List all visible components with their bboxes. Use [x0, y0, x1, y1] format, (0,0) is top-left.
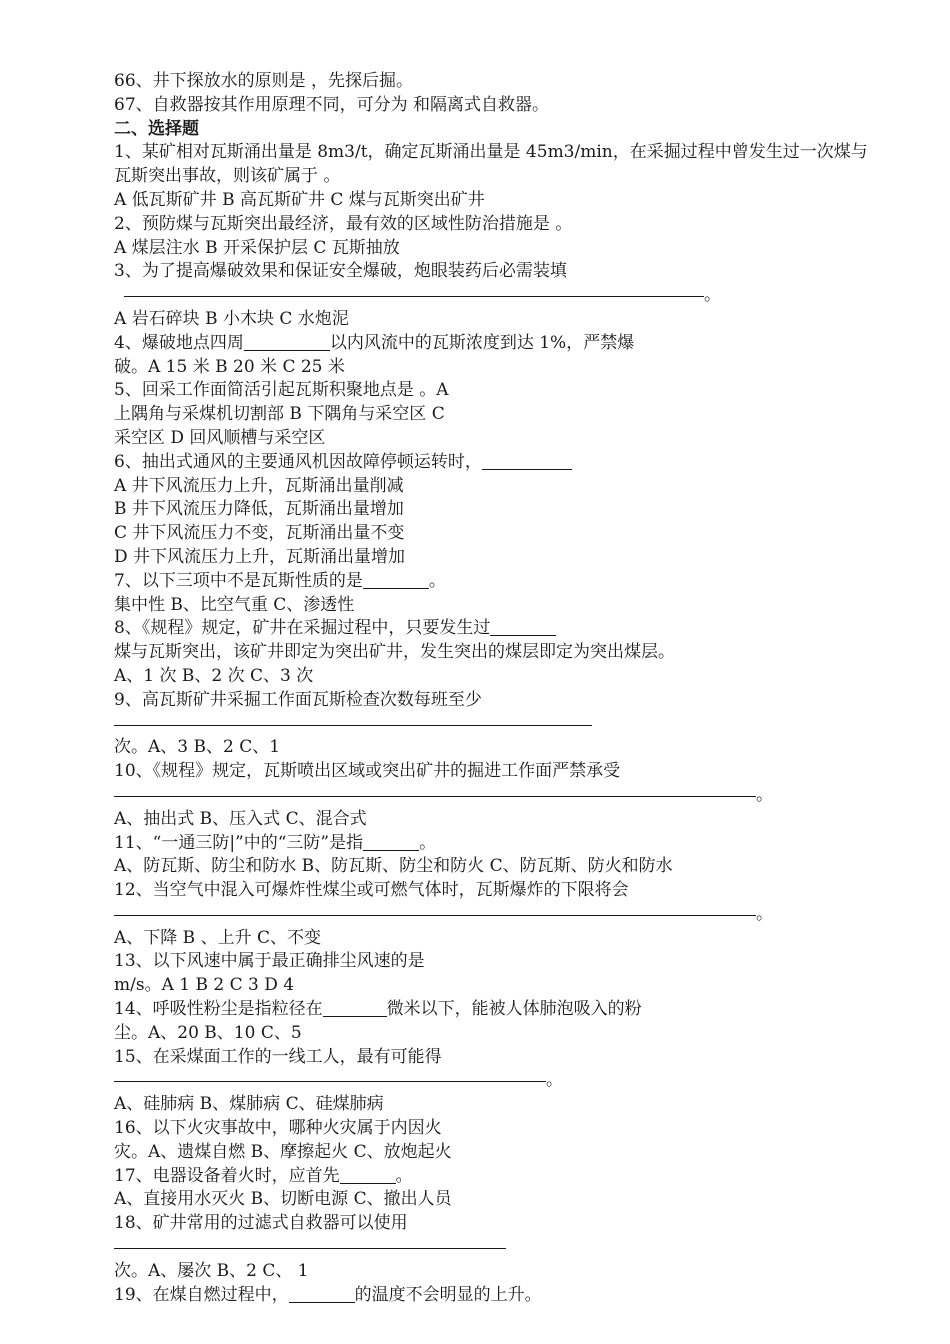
answer-rule [114, 1081, 546, 1082]
question-66: 66、井下探放水的原则是 ，先探后掘。 [114, 71, 414, 91]
question-10-options: A、抽出式 B、压入式 C、混合式 [114, 808, 367, 829]
question-8-text-a: 8、《规程》规定，矿井在采掘过程中，只要发生过 [114, 618, 491, 639]
question-7-text: 7、以下三项中不是瓦斯性质的是 [114, 570, 363, 591]
question-4-options: 破。A 15 米 B 20 米 C 25 米 [114, 356, 345, 377]
question-6-text: 6、抽出式通风的主要通风机因故障停顿运转时， [114, 451, 482, 472]
question-1-options: A 低瓦斯矿井 B 高瓦斯矿井 C 煤与瓦斯突出矿井 [114, 189, 485, 210]
question-9-options: 次。A、3 B、2 C、1 [114, 737, 281, 758]
question-15: 15、在采煤面工作的一线工人，最有可能得 [114, 1046, 442, 1067]
question-19-text-b: 的温度不会明显的上升。 [354, 1284, 542, 1305]
question-10-blank-line [114, 784, 874, 808]
question-13-options: m/s。A 1 B 2 C 3 D 4 [114, 975, 295, 996]
question-3: 3、为了提高爆破效果和保证安全爆破，炮眼装药后必需装填 [114, 261, 567, 282]
question-15-tail: 。 [546, 1070, 563, 1091]
answer-blank [244, 333, 330, 351]
question-12: 12、当空气中混入可爆炸性煤尘或可燃气体时，瓦斯爆炸的下限将会 [114, 880, 629, 901]
question-5-options-a: 上隅角与采煤机切割部 B 下隅角与采空区 C [114, 404, 445, 425]
question-4-text-a: 4、爆破地点四周 [114, 332, 244, 353]
question-11-text: 11、“一通三防|”中的“三防”是指 [114, 832, 364, 853]
question-17-options: A、直接用水灭火 B、切断电源 C、撤出人员 [114, 1189, 452, 1210]
question-3-tail: 。 [704, 285, 721, 306]
question-12-blank-line [114, 903, 874, 927]
question-2: 2、预防煤与瓦斯突出最经济，最有效的区域性防治措施是 。 [114, 213, 573, 234]
question-16: 16、以下火灾事故中，哪种火灾属于内因火 [114, 1118, 442, 1139]
question-11-options: A、防瓦斯、防尘和防水 B、防瓦斯、防尘和防火 C、防瓦斯、防火和防水 [114, 856, 673, 877]
question-17-text: 17、电器设备着火时，应首先 [114, 1165, 340, 1186]
answer-rule [114, 725, 592, 726]
question-5: 5、回采工作面简活引起瓦斯积聚地点是 。A [114, 380, 449, 401]
question-13: 13、以下风速中属于最正确排尘风速的是 [114, 951, 425, 972]
answer-blank [363, 833, 419, 851]
answer-rule [114, 1248, 506, 1249]
question-6-option-a: A 井下风流压力上升，瓦斯涌出量削减 [114, 475, 404, 496]
question-10: 10、《规程》规定，瓦斯喷出区域或突出矿井的掘进工作面严禁承受 [114, 761, 621, 782]
question-12-options: A、下降 B 、上升 C、不变 [114, 927, 321, 948]
question-15-options: A、硅肺病 B、煤肺病 C、硅煤肺病 [114, 1094, 384, 1115]
question-5-options-b: 采空区 D 回风顺槽与采空区 [114, 427, 326, 448]
question-4 [114, 332, 874, 356]
question-6 [114, 451, 874, 475]
answer-rule [124, 296, 704, 297]
question-67: 67、自救器按其作用原理不同，可分为 和隔离式自救器。 [114, 94, 550, 115]
question-7-options: 集中性 B、比空气重 C、渗透性 [114, 594, 355, 615]
question-19-text-a: 19、在煤自燃过程中， [114, 1284, 289, 1305]
answer-rule [114, 796, 756, 797]
question-10-tail: 。 [756, 784, 773, 805]
question-12-tail: 。 [756, 903, 773, 924]
answer-blank [363, 571, 429, 589]
question-14-text-b: 微米以下，能被人体肺泡吸入的粉 [386, 999, 642, 1020]
question-8-a [114, 617, 874, 641]
question-14 [114, 998, 874, 1022]
question-3-options: A 岩石碎块 B 小木块 C 水炮泥 [114, 308, 349, 329]
question-14-options: 尘。A、20 B、10 C、5 [114, 1022, 302, 1043]
question-11 [114, 832, 874, 856]
question-7 [114, 570, 874, 594]
answer-blank [289, 1285, 355, 1303]
answer-blank [340, 1166, 396, 1184]
question-19 [114, 1284, 874, 1308]
question-9: 9、高瓦斯矿井采掘工作面瓦斯检查次数每班至少 [114, 689, 482, 710]
question-9-blank-line [114, 713, 874, 737]
question-1: 1、某矿相对瓦斯涌出量是 8m3/t，确定瓦斯涌出量是 45m3/min，在采掘过程中曾发生过一次煤与瓦斯突出事故，则该矿属于 。 [114, 142, 868, 187]
document-page [114, 70, 874, 1307]
question-18: 18、矿井常用的过滤式自救器可以使用 [114, 1213, 408, 1234]
question-15-blank-line [114, 1069, 874, 1093]
question-18-blank-line [114, 1236, 874, 1260]
question-18-options: 次。A、屡次 B、2 C、 1 [114, 1260, 309, 1281]
question-16-options: 灾。A、遗煤自燃 B、摩擦起火 C、放炮起火 [114, 1141, 452, 1162]
answer-blank [482, 452, 572, 470]
question-3-blank-line [114, 284, 874, 308]
question-2-options: A 煤层注水 B 开采保护层 C 瓦斯抽放 [114, 237, 400, 258]
question-6-option-d: D 井下风流压力上升，瓦斯涌出量增加 [114, 546, 406, 567]
question-6-option-b: B 井下风流压力降低，瓦斯涌出量增加 [114, 499, 404, 520]
question-7-tail: 。 [428, 570, 446, 591]
question-4-text-b: 以内风流中的瓦斯浓度到达 1%，严禁爆 [329, 332, 635, 353]
question-17-tail: 。 [395, 1165, 413, 1186]
answer-blank [490, 618, 556, 636]
answer-rule [114, 915, 756, 916]
question-14-text-a: 14、呼吸性粉尘是指粒径在 [114, 999, 323, 1020]
question-8-options: A、1 次 B、2 次 C、3 次 [114, 665, 314, 686]
answer-blank [323, 999, 387, 1017]
question-11-tail: 。 [419, 832, 437, 853]
section-heading: 二、选择题 [114, 118, 199, 139]
question-8-b: 煤与瓦斯突出，该矿井即定为突出矿井，发生突出的煤层即定为突出煤层。 [114, 642, 675, 663]
question-6-option-c: C 井下风流压力不变，瓦斯涌出量不变 [114, 523, 405, 544]
question-17 [114, 1165, 874, 1189]
